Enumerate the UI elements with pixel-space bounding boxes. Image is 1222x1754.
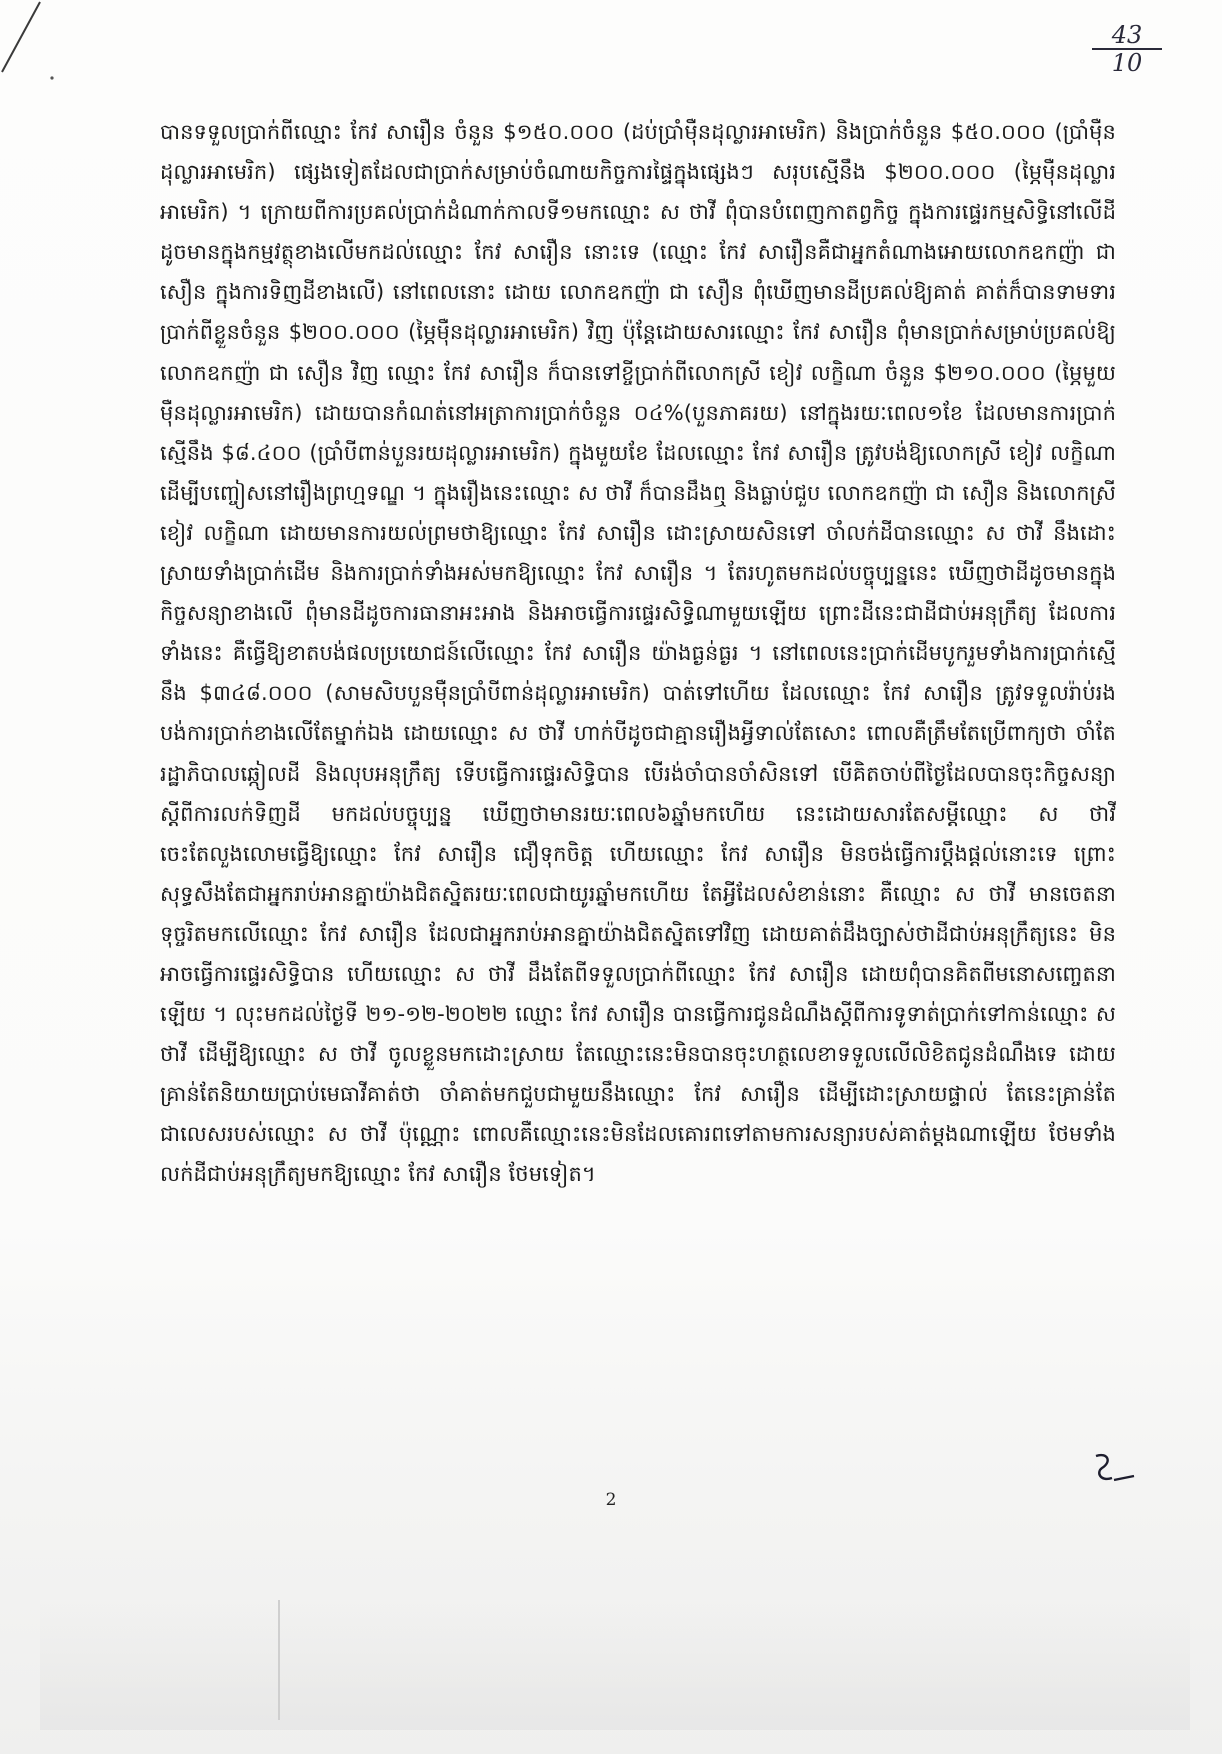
body-paragraph: បានទទួលប្រាក់ពីឈ្មោះ កែវ សារឿន ចំនួន $១៥០.០០០ (ដប់ប្រាំម៉ឺនដុល្លារអាមេរិក) និងប្រាក់ចំនួន $៥០.០០០ (ប្រាំម៉ឺនដុល្លារអាមេរិក) ផ្សេងទៀតដែលជាប្រាក់សម្រាប់ចំណាយកិច្ចការផ្ទៃក្នុងផ្សេងៗ សរុបស្មើនឹង $២០០.០០០ (ម្ភៃម៉ឺនដុល្លារអាមេរិក) ។ ក្រោយពីការប្រគល់ប្រាក់ដំណាក់កាលទី១មកឈ្មោះ ស ថាវី ពុំបានបំពេញកាតព្វកិច្ច ក្នុងការផ្ទេរកម្មសិទ្ធិនៅលើដីដូចមានក្នុងកម្មវត្ថុខាងលើមកដល់ឈ្មោះ កែវ សារឿន នោះទេ (ឈ្មោះ កែវ សារឿនគឺជាអ្នកតំណាងអោយលោកឧកញ៉ា ជា សឿន ក្នុងការទិញដីខាងលើ) នៅពេលនោះ ដោយ លោកឧកញ៉ា ជា សឿន ពុំឃើញមានដីប្រគល់ឱ្យគាត់ គាត់ក៏បានទាមទារប្រាក់ពីខ្លួនចំនួន $២០០.០០០ (ម្ភៃម៉ឺនដុល្លារអាមេរិក) វិញ ប៉ុន្តែដោយសារឈ្មោះ កែវ សារឿន ពុំមានប្រាក់សម្រាប់ប្រគល់ឱ្យ លោកឧកញ៉ា ជា សឿន វិញ ឈ្មោះ កែវ សារឿន ក៏បានទៅខ្ចីប្រាក់ពីលោកស្រី ខៀវ លក្ខិណា ចំនួន $២១០.០០០ (ម្ភៃមួយម៉ឺនដុល្លារអាមេរិក) ដោយបានកំណត់នៅអត្រាការប្រាក់ចំនួន ០៤%(បួនភាគរយ) នៅក្នុងរយៈពេល១ខែ ដែលមានការប្រាក់ស្មើនឹង $៨.៤០០ (ប្រាំបីពាន់បួនរយដុល្លារអាមេរិក) ក្នុងមួយខែ ដែលឈ្មោះ កែវ សារឿន ត្រូវបង់ឱ្យលោកស្រី ខៀវ លក្ខិណា ដើម្បីបញ្ចៀសនៅរឿងព្រហ្មទណ្ឌ ។ ក្នុងរឿងនេះឈ្មោះ ស ថាវី ក៏បានដឹងឮ និងធ្លាប់ជួប លោកឧកញ៉ា ជា សឿន និងលោកស្រី ខៀវ លក្ខិណា ដោយមានការយល់ព្រមថាឱ្យឈ្មោះ កែវ សារឿន ដោះស្រាយសិនទៅ ចាំលក់ដីបានឈ្មោះ ស ថាវី នឹងដោះស្រាយទាំងប្រាក់ដើម និងការប្រាក់ទាំងអស់មកឱ្យឈ្មោះ កែវ សារឿន ។ តែរហូតមកដល់បច្ចុប្បន្ននេះ ឃើញថាដីដូចមានក្នុងកិច្ចសន្យាខាងលើ ពុំមានដីដូចការធានាអះអាង និងអាចធ្វើការផ្ទេរសិទ្ធិណាមួយឡើយ ព្រោះដីនេះជាដីជាប់អនុក្រឹត្យ ដែលការទាំងនេះ គឺធ្វើឱ្យខាតបង់ផលប្រយោជន៍លើឈ្មោះ កែវ សារឿន យ៉ាងធ្ងន់ធ្ងរ ។ នៅពេលនេះប្រាក់ដើមបូករួមទាំងការប្រាក់ស្មើនឹង $៣៤៨.០០០ (សាមសិបបួនម៉ឺនប្រាំបីពាន់ដុល្លារអាមេរិក) បាត់ទៅហើយ ដែលឈ្មោះ កែវ សារឿន ត្រូវទទួលរ៉ាប់រងបង់ការប្រាក់ខាងលើតែម្នាក់ឯង ដោយឈ្មោះ ស ថាវី ហាក់បីដូចជាគ្មានរឿងអ្វីទាល់តែសោះ ពោលគឺត្រឹមតែប្រើពាក្យថា ចាំតែរដ្ឋាភិបាលឆ្កៀលដី និងលុបអនុក្រឹត្យ ទើបធ្វើការផ្ទេរសិទ្ធិបាន បើរង់ចាំបានចាំសិនទៅ បើគិតចាប់ពីថ្ងៃដែលបានចុះកិច្ចសន្យាស្តីពីការលក់ទិញដី មកដល់បច្ចុប្បន្ន ឃើញថាមានរយៈពេល៦ឆ្នាំមកហើយ នេះដោយសារតែសម្តីឈ្មោះ ស ថាវី ចេះតែលួងលោមធ្វើឱ្យឈ្មោះ កែវ សារឿន ជឿទុកចិត្ត ហើយឈ្មោះ កែវ សារឿន មិនចង់ធ្វើការប្តឹងផ្តល់នោះទេ ព្រោះសុទ្ធសឹងតែជាអ្នករាប់អានគ្នាយ៉ាងជិតស្និតរយៈពេលជាយូរឆ្នាំមកហើយ តែអ្វីដែលសំខាន់នោះ គឺឈ្មោះ ស ថាវី មានចេតនាទុច្ចរិតមកលើឈ្មោះ កែវ សារឿន ដែលជាអ្នករាប់អានគ្នាយ៉ាងជិតស្និតទៅវិញ ដោយគាត់ដឹងច្បាស់ថាដីជាប់អនុក្រឹត្យនេះ មិនអាចធ្វើការផ្ទេរសិទ្ធិបាន ហើយឈ្មោះ ស ថាវី ដឹងតែពីទទួលប្រាក់ពីឈ្មោះ កែវ សារឿន ដោយពុំបានគិតពីមនោសញ្ចេតនាឡើយ ។ លុះមកដល់ថ្ងៃទី ២១-១២-២០២២ ឈ្មោះ កែវ សារឿន បានធ្វើការជូនដំណឹងស្តីពីការទូទាត់ប្រាក់ទៅកាន់ឈ្មោះ ស ថាវី ដើម្បីឱ្យឈ្មោះ ស ថាវី ចូលខ្លួនមកដោះស្រាយ តែឈ្មោះនេះមិនបានចុះហត្ថលេខាទទួលលើលិខិតជូនដំណឹងទេ ដោយគ្រាន់តែនិយាយប្រាប់មេធាវីគាត់ថា ចាំគាត់មកជួបជាមួយនឹងឈ្មោះ កែវ សារឿន ដើម្បីដោះស្រាយផ្ទាល់ តែនេះគ្រាន់តែជាលេសរបស់ឈ្មោះ ស ថាវី ប៉ុណ្ណោះ ពោលគឺឈ្មោះនេះមិនដែលគោរពទៅតាមការសន្យារបស់គាត់ម្តងណាឡើយ ថែមទាំងលក់ដីជាប់អនុក្រឹត្យមកឱ្យឈ្មោះ កែវ សារឿន ថែមទៀត។	[160, 120, 1116, 1187]
scan-corner-mark	[0, 0, 60, 110]
folio-numerator: 43	[1111, 21, 1143, 49]
handwritten-folio-number	[1092, 22, 1162, 76]
scan-fold-line	[278, 1600, 280, 1720]
handwritten-initials-mark	[1090, 1448, 1140, 1488]
page-number: 2	[605, 1490, 617, 1510]
scan-bottom-shading	[40, 1600, 1190, 1730]
folio-denominator: 10	[1092, 48, 1162, 76]
